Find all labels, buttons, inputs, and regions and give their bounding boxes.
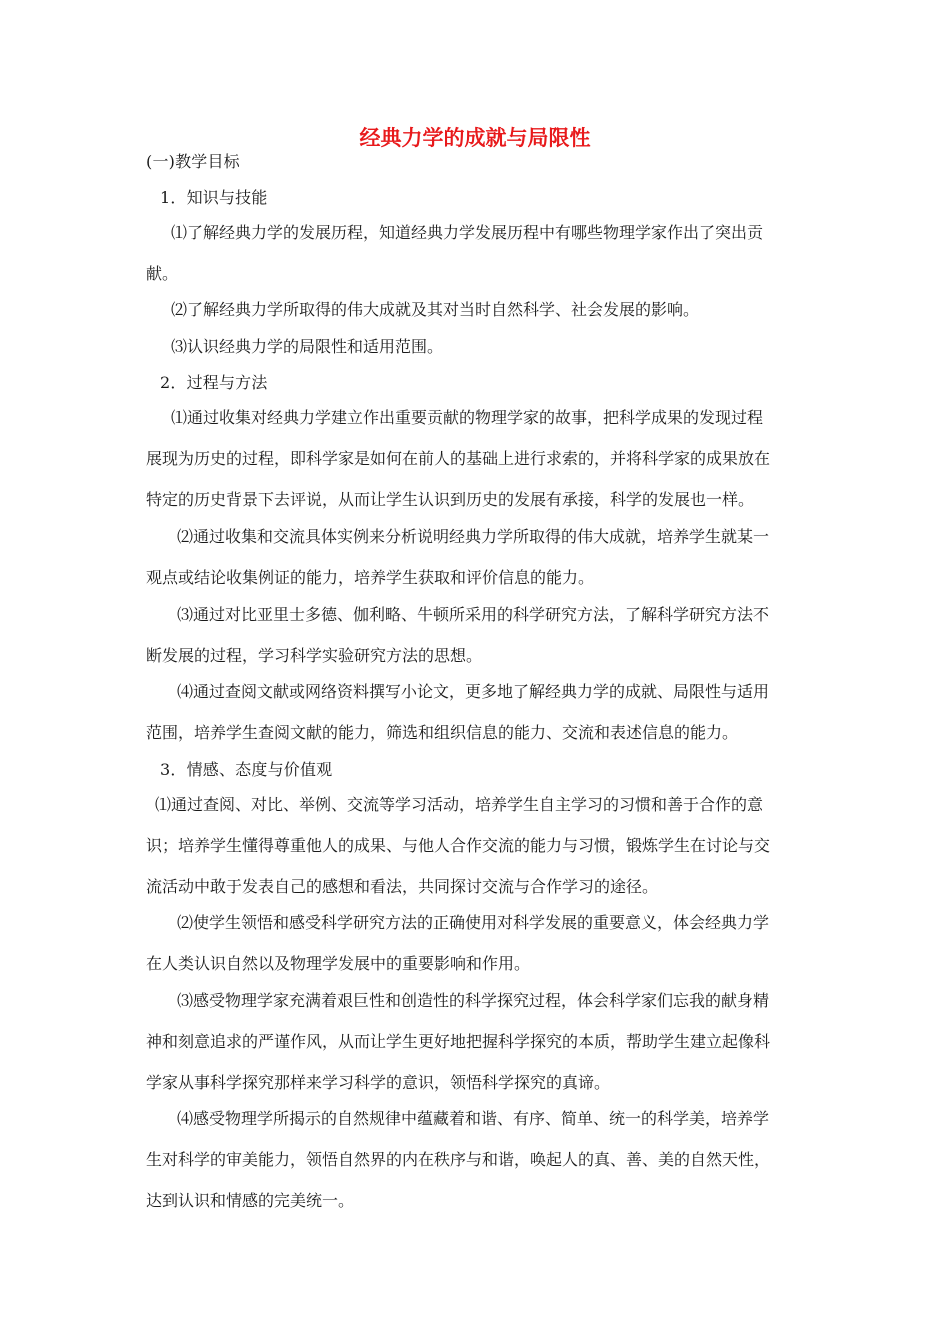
paragraph-line: ⑴通过查阅、对比、举例、交流等学习活动，培养学生自主学习的习惯和善于合作的意	[155, 795, 764, 814]
paragraph-line: ⑶感受物理学家充满着艰巨性和创造性的科学探究过程，体会科学家们忘我的献身精	[177, 991, 770, 1010]
section-heading: (一)教学目标	[146, 152, 240, 171]
paragraph-line: ⑴通过收集对经典力学建立作出重要贡献的物理学家的故事，把科学成果的发现过程	[171, 408, 764, 427]
paragraph-line: 流活动中敢于发表自己的感想和看法，共同探讨交流与合作学习的途径。	[146, 877, 659, 896]
paragraph-line: 达到认识和情感的完美统一。	[146, 1191, 355, 1210]
paragraph-line: 断发展的过程，学习科学实验研究方法的思想。	[146, 646, 483, 665]
paragraph-line: ⑷通过查阅文献或网络资料撰写小论文，更多地了解经典力学的成就、局限性与适用	[177, 682, 770, 701]
subsection-heading: 2．过程与方法	[160, 373, 268, 392]
paragraph-line: ⑴了解经典力学的发展历程，知道经典力学发展历程中有哪些物理学家作出了突出贡	[171, 223, 764, 242]
paragraph-line: 生对科学的审美能力，领悟自然界的内在秩序与和谐，唤起人的真、善、美的自然天性，	[146, 1150, 771, 1169]
paragraph-line: ⑶通过对比亚里士多德、伽利略、牛顿所采用的科学研究方法，了解科学研究方法不	[177, 605, 770, 624]
paragraph-line: 识；培养学生懂得尊重他人的成果、与他人合作交流的能力与习惯，锻炼学生在讨论与交	[146, 836, 771, 855]
paragraph-line: 展现为历史的过程，即科学家是如何在前人的基础上进行求索的，并将科学家的成果放在	[146, 449, 771, 468]
paragraph-line: ⑷感受物理学所揭示的自然规律中蕴藏着和谐、有序、简单、统一的科学美，培养学	[177, 1109, 770, 1128]
paragraph-line: ⑵使学生领悟和感受科学研究方法的正确使用对科学发展的重要意义，体会经典力学	[177, 913, 770, 932]
paragraph-line: 观点或结论收集例证的能力，培养学生获取和评价信息的能力。	[146, 568, 595, 587]
paragraph-line: 范围，培养学生查阅文献的能力，筛选和组织信息的能力、交流和表述信息的能力。	[146, 723, 739, 742]
paragraph-line: 特定的历史背景下去评说，从而让学生认识到历史的发展有承接，科学的发展也一样。	[146, 490, 755, 509]
paragraph-line: ⑶认识经典力学的局限性和适用范围。	[171, 337, 444, 356]
document-title: 经典力学的成就与局限性	[359, 126, 591, 150]
paragraph-line: 在人类认识自然以及物理学发展中的重要影响和作用。	[146, 954, 531, 973]
paragraph-line: 学家从事科学探究那样来学习科学的意识，领悟科学探究的真谛。	[146, 1073, 611, 1092]
subsection-heading: 1．知识与技能	[160, 188, 268, 207]
paragraph-line: ⑵通过收集和交流具体实例来分析说明经典力学所取得的伟大成就，培养学生就某一	[177, 527, 770, 546]
paragraph-line: ⑵了解经典力学所取得的伟大成就及其对当时自然科学、社会发展的影响。	[171, 300, 700, 319]
paragraph-line: 神和刻意追求的严谨作风，从而让学生更好地把握科学探究的本质，帮助学生建立起像科	[146, 1032, 771, 1051]
paragraph-line: 献。	[146, 264, 179, 283]
subsection-heading: 3．情感、态度与价值观	[160, 760, 333, 779]
